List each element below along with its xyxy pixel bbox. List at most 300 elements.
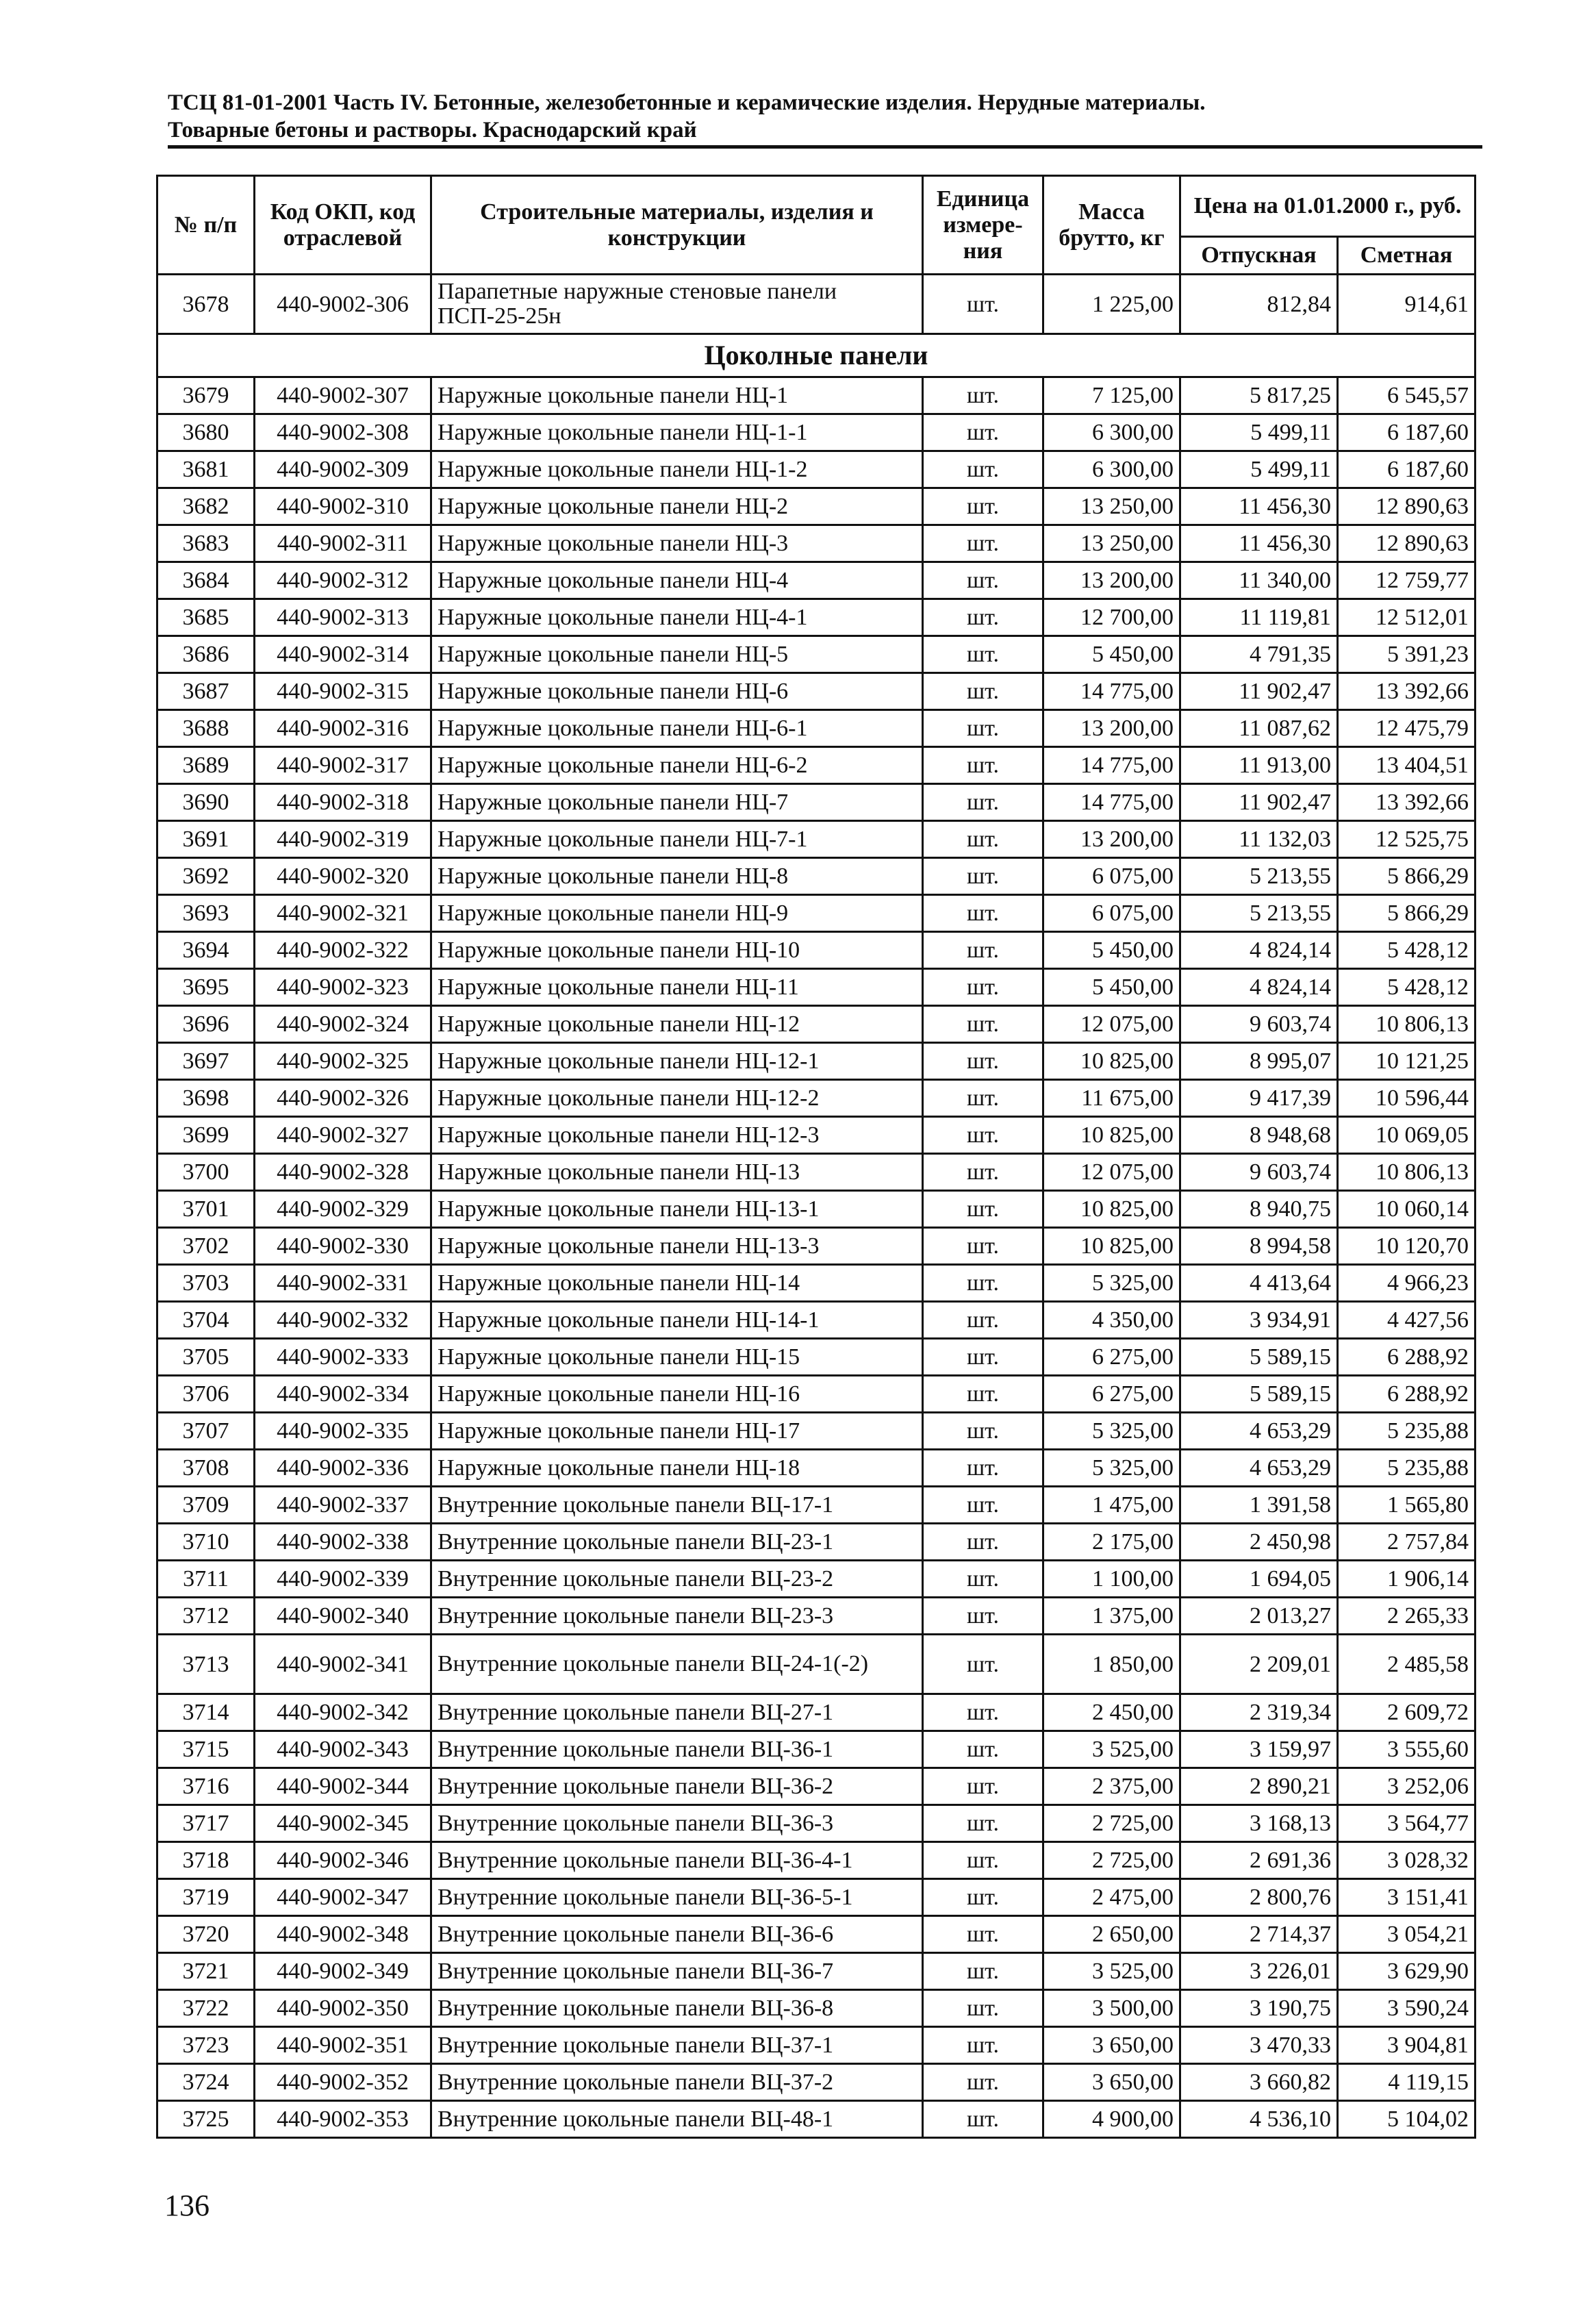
cell-material: Наружные цокольные панели НЦ-12-2 xyxy=(431,1080,923,1117)
cell-estimate-price: 1 565,80 xyxy=(1338,1487,1475,1524)
cell-code: 440-9002-352 xyxy=(255,2064,431,2101)
cell-number: 3705 xyxy=(157,1339,255,1376)
cell-number: 3695 xyxy=(157,969,255,1006)
cell-code: 440-9002-342 xyxy=(255,1694,431,1731)
cell-number: 3683 xyxy=(157,525,255,562)
cell-unit: шт. xyxy=(923,895,1043,932)
table-row xyxy=(157,1561,1475,1598)
cell-mass: 2 450,00 xyxy=(1043,1694,1180,1731)
table-row xyxy=(157,1842,1475,1879)
cell-code: 440-9002-339 xyxy=(255,1561,431,1598)
table-row xyxy=(157,1302,1475,1339)
cell-number: 3685 xyxy=(157,599,255,636)
cell-release-price: 3 934,91 xyxy=(1180,1302,1338,1339)
cell-release-price: 11 913,00 xyxy=(1180,747,1338,784)
cell-release-price: 3 159,97 xyxy=(1180,1731,1338,1768)
table-row xyxy=(157,1450,1475,1487)
cell-unit: шт. xyxy=(923,2027,1043,2064)
cell-estimate-price: 5 391,23 xyxy=(1338,636,1475,673)
cell-material: Наружные цокольные панели НЦ-2 xyxy=(431,488,923,525)
cell-mass: 3 500,00 xyxy=(1043,1990,1180,2027)
cell-mass: 12 075,00 xyxy=(1043,1154,1180,1191)
cell-mass: 6 075,00 xyxy=(1043,858,1180,895)
cell-estimate-price: 13 392,66 xyxy=(1338,673,1475,710)
column-header-number: № п/п xyxy=(157,176,255,275)
cell-code: 440-9002-335 xyxy=(255,1413,431,1450)
cell-mass: 5 325,00 xyxy=(1043,1413,1180,1450)
cell-unit: шт. xyxy=(923,1339,1043,1376)
cell-material: Внутренние цокольные панели ВЦ-36-4-1 xyxy=(431,1842,923,1879)
cell-material: Внутренние цокольные панели ВЦ-24-1(-2) xyxy=(431,1635,923,1694)
cell-code: 440-9002-332 xyxy=(255,1302,431,1339)
cell-unit: шт. xyxy=(923,821,1043,858)
cell-unit: шт. xyxy=(923,710,1043,747)
cell-material: Внутренние цокольные панели ВЦ-36-8 xyxy=(431,1990,923,2027)
cell-unit: шт. xyxy=(923,1879,1043,1916)
cell-release-price: 4 536,10 xyxy=(1180,2101,1338,2138)
cell-mass: 7 125,00 xyxy=(1043,377,1180,414)
cell-number: 3724 xyxy=(157,2064,255,2101)
table-row xyxy=(157,1191,1475,1228)
table-row xyxy=(157,1635,1475,1694)
cell-code: 440-9002-345 xyxy=(255,1805,431,1842)
table-row xyxy=(157,1080,1475,1117)
cell-unit: шт. xyxy=(923,858,1043,895)
table-row xyxy=(157,1953,1475,1990)
cell-code: 440-9002-317 xyxy=(255,747,431,784)
cell-mass: 12 075,00 xyxy=(1043,1006,1180,1043)
cell-estimate-price: 3 564,77 xyxy=(1338,1805,1475,1842)
cell-release-price: 4 653,29 xyxy=(1180,1413,1338,1450)
cell-mass: 10 825,00 xyxy=(1043,1043,1180,1080)
cell-material: Наружные цокольные панели НЦ-5 xyxy=(431,636,923,673)
cell-estimate-price: 6 545,57 xyxy=(1338,377,1475,414)
table-row xyxy=(157,525,1475,562)
table-row xyxy=(157,1731,1475,1768)
cell-material: Наружные цокольные панели НЦ-7 xyxy=(431,784,923,821)
cell-unit: шт. xyxy=(923,2064,1043,2101)
column-header-price-group: Цена на 01.01.2000 г., руб. xyxy=(1180,176,1475,237)
cell-code: 440-9002-315 xyxy=(255,673,431,710)
cell-mass: 13 200,00 xyxy=(1043,562,1180,599)
cell-mass: 6 275,00 xyxy=(1043,1376,1180,1413)
cell-number: 3702 xyxy=(157,1228,255,1265)
cell-release-price: 11 340,00 xyxy=(1180,562,1338,599)
cell-code: 440-9002-318 xyxy=(255,784,431,821)
cell-mass: 3 525,00 xyxy=(1043,1953,1180,1990)
table-row xyxy=(157,747,1475,784)
cell-unit: шт. xyxy=(923,747,1043,784)
table-row xyxy=(157,784,1475,821)
table-row xyxy=(157,1413,1475,1450)
cell-code: 440-9002-324 xyxy=(255,1006,431,1043)
cell-release-price: 4 824,14 xyxy=(1180,969,1338,1006)
cell-material: Внутренние цокольные панели ВЦ-36-7 xyxy=(431,1953,923,1990)
cell-unit: шт. xyxy=(923,1916,1043,1953)
cell-material: Наружные цокольные панели НЦ-11 xyxy=(431,969,923,1006)
cell-material: Внутренние цокольные панели ВЦ-37-2 xyxy=(431,2064,923,2101)
column-header-material: Строительные материалы, изделия и конструкции xyxy=(431,176,923,275)
cell-material: Наружные цокольные панели НЦ-18 xyxy=(431,1450,923,1487)
cell-material: Парапетные наружные стеновые панели ПСП-25-25н xyxy=(431,275,923,334)
cell-estimate-price: 6 187,60 xyxy=(1338,451,1475,488)
cell-unit: шт. xyxy=(923,1117,1043,1154)
cell-unit: шт. xyxy=(923,1450,1043,1487)
cell-unit: шт. xyxy=(923,673,1043,710)
cell-unit: шт. xyxy=(923,1635,1043,1694)
cell-mass: 2 650,00 xyxy=(1043,1916,1180,1953)
cell-number: 3679 xyxy=(157,377,255,414)
cell-estimate-price: 3 252,06 xyxy=(1338,1768,1475,1805)
cell-release-price: 3 226,01 xyxy=(1180,1953,1338,1990)
cell-code: 440-9002-313 xyxy=(255,599,431,636)
cell-release-price: 11 456,30 xyxy=(1180,488,1338,525)
cell-material: Наружные цокольные панели НЦ-6 xyxy=(431,673,923,710)
page-number: 136 xyxy=(164,2189,210,2222)
cell-code: 440-9002-337 xyxy=(255,1487,431,1524)
cell-number: 3713 xyxy=(157,1635,255,1694)
cell-number: 3725 xyxy=(157,2101,255,2138)
cell-number: 3703 xyxy=(157,1265,255,1302)
cell-unit: шт. xyxy=(923,1376,1043,1413)
table-row xyxy=(157,858,1475,895)
cell-estimate-price: 5 428,12 xyxy=(1338,969,1475,1006)
cell-mass: 5 450,00 xyxy=(1043,969,1180,1006)
cell-release-price: 9 603,74 xyxy=(1180,1154,1338,1191)
cell-unit: шт. xyxy=(923,1413,1043,1450)
table-row xyxy=(157,275,1475,334)
cell-code: 440-9002-350 xyxy=(255,1990,431,2027)
cell-unit: шт. xyxy=(923,377,1043,414)
table-row xyxy=(157,1339,1475,1376)
table-row xyxy=(157,2101,1475,2138)
cell-number: 3721 xyxy=(157,1953,255,1990)
cell-release-price: 4 824,14 xyxy=(1180,932,1338,969)
cell-unit: шт. xyxy=(923,1842,1043,1879)
cell-mass: 12 700,00 xyxy=(1043,599,1180,636)
cell-code: 440-9002-338 xyxy=(255,1524,431,1561)
cell-code: 440-9002-330 xyxy=(255,1228,431,1265)
table-row xyxy=(157,1694,1475,1731)
cell-code: 440-9002-334 xyxy=(255,1376,431,1413)
cell-estimate-price: 13 392,66 xyxy=(1338,784,1475,821)
price-table xyxy=(156,175,1476,2139)
cell-mass: 2 725,00 xyxy=(1043,1842,1180,1879)
cell-unit: шт. xyxy=(923,1953,1043,1990)
cell-number: 3714 xyxy=(157,1694,255,1731)
cell-release-price: 11 902,47 xyxy=(1180,673,1338,710)
cell-mass: 4 350,00 xyxy=(1043,1302,1180,1339)
cell-code: 440-9002-328 xyxy=(255,1154,431,1191)
cell-material: Внутренние цокольные панели ВЦ-36-2 xyxy=(431,1768,923,1805)
cell-release-price: 1 391,58 xyxy=(1180,1487,1338,1524)
cell-estimate-price: 10 060,14 xyxy=(1338,1191,1475,1228)
header-divider xyxy=(168,145,1482,149)
cell-unit: шт. xyxy=(923,488,1043,525)
cell-number: 3693 xyxy=(157,895,255,932)
cell-material: Наружные цокольные панели НЦ-1-2 xyxy=(431,451,923,488)
cell-release-price: 11 087,62 xyxy=(1180,710,1338,747)
cell-unit: шт. xyxy=(923,1487,1043,1524)
table-row xyxy=(157,488,1475,525)
cell-unit: шт. xyxy=(923,1694,1043,1731)
cell-code: 440-9002-329 xyxy=(255,1191,431,1228)
section-row xyxy=(157,334,1475,377)
cell-mass: 6 075,00 xyxy=(1043,895,1180,932)
cell-code: 440-9002-343 xyxy=(255,1731,431,1768)
cell-unit: шт. xyxy=(923,275,1043,334)
cell-release-price: 2 890,21 xyxy=(1180,1768,1338,1805)
cell-material: Наружные цокольные панели НЦ-6-2 xyxy=(431,747,923,784)
cell-release-price: 2 714,37 xyxy=(1180,1916,1338,1953)
cell-unit: шт. xyxy=(923,1080,1043,1117)
cell-release-price: 2 013,27 xyxy=(1180,1598,1338,1635)
cell-number: 3687 xyxy=(157,673,255,710)
cell-number: 3710 xyxy=(157,1524,255,1561)
cell-code: 440-9002-325 xyxy=(255,1043,431,1080)
cell-release-price: 11 902,47 xyxy=(1180,784,1338,821)
cell-number: 3712 xyxy=(157,1598,255,1635)
cell-code: 440-9002-309 xyxy=(255,451,431,488)
cell-unit: шт. xyxy=(923,1043,1043,1080)
cell-number: 3699 xyxy=(157,1117,255,1154)
cell-code: 440-9002-346 xyxy=(255,1842,431,1879)
table-row xyxy=(157,1487,1475,1524)
cell-number: 3715 xyxy=(157,1731,255,1768)
cell-unit: шт. xyxy=(923,1731,1043,1768)
cell-material: Наружные цокольные панели НЦ-13-1 xyxy=(431,1191,923,1228)
cell-unit: шт. xyxy=(923,1154,1043,1191)
cell-code: 440-9002-311 xyxy=(255,525,431,562)
cell-unit: шт. xyxy=(923,969,1043,1006)
cell-estimate-price: 12 890,63 xyxy=(1338,525,1475,562)
table-row xyxy=(157,1043,1475,1080)
cell-mass: 2 175,00 xyxy=(1043,1524,1180,1561)
cell-estimate-price: 3 904,81 xyxy=(1338,2027,1475,2064)
cell-mass: 3 650,00 xyxy=(1043,2064,1180,2101)
table-row xyxy=(157,1879,1475,1916)
cell-estimate-price: 5 235,88 xyxy=(1338,1413,1475,1450)
cell-number: 3689 xyxy=(157,747,255,784)
cell-number: 3717 xyxy=(157,1805,255,1842)
cell-code: 440-9002-327 xyxy=(255,1117,431,1154)
cell-release-price: 9 417,39 xyxy=(1180,1080,1338,1117)
cell-estimate-price: 1 906,14 xyxy=(1338,1561,1475,1598)
cell-number: 3706 xyxy=(157,1376,255,1413)
column-header-unit: Единица измере-ния xyxy=(923,176,1043,275)
cell-release-price: 3 168,13 xyxy=(1180,1805,1338,1842)
table-row xyxy=(157,562,1475,599)
cell-estimate-price: 2 265,33 xyxy=(1338,1598,1475,1635)
cell-release-price: 1 694,05 xyxy=(1180,1561,1338,1598)
cell-unit: шт. xyxy=(923,1006,1043,1043)
cell-number: 3708 xyxy=(157,1450,255,1487)
cell-material: Внутренние цокольные панели ВЦ-36-1 xyxy=(431,1731,923,1768)
cell-unit: шт. xyxy=(923,451,1043,488)
cell-release-price: 3 660,82 xyxy=(1180,2064,1338,2101)
section-title: Цоколные панели xyxy=(157,334,1475,377)
cell-release-price: 2 450,98 xyxy=(1180,1524,1338,1561)
cell-estimate-price: 4 427,56 xyxy=(1338,1302,1475,1339)
cell-mass: 13 200,00 xyxy=(1043,821,1180,858)
cell-material: Наружные цокольные панели НЦ-3 xyxy=(431,525,923,562)
table-row xyxy=(157,1524,1475,1561)
cell-estimate-price: 10 806,13 xyxy=(1338,1154,1475,1191)
cell-material: Наружные цокольные панели НЦ-13 xyxy=(431,1154,923,1191)
cell-mass: 4 900,00 xyxy=(1043,2101,1180,2138)
cell-unit: шт. xyxy=(923,2101,1043,2138)
cell-estimate-price: 5 866,29 xyxy=(1338,895,1475,932)
cell-mass: 1 850,00 xyxy=(1043,1635,1180,1694)
cell-material: Наружные цокольные панели НЦ-13-3 xyxy=(431,1228,923,1265)
cell-release-price: 3 470,33 xyxy=(1180,2027,1338,2064)
table-row xyxy=(157,969,1475,1006)
cell-number: 3678 xyxy=(157,275,255,334)
cell-code: 440-9002-322 xyxy=(255,932,431,969)
cell-release-price: 8 995,07 xyxy=(1180,1043,1338,1080)
table-row xyxy=(157,1006,1475,1043)
cell-estimate-price: 12 890,63 xyxy=(1338,488,1475,525)
table-row xyxy=(157,1265,1475,1302)
cell-material: Внутренние цокольные панели ВЦ-23-1 xyxy=(431,1524,923,1561)
cell-code: 440-9002-347 xyxy=(255,1879,431,1916)
table-row xyxy=(157,1916,1475,1953)
cell-mass: 10 825,00 xyxy=(1043,1191,1180,1228)
table-row xyxy=(157,1598,1475,1635)
cell-code: 440-9002-341 xyxy=(255,1635,431,1694)
cell-mass: 10 825,00 xyxy=(1043,1117,1180,1154)
cell-release-price: 2 319,34 xyxy=(1180,1694,1338,1731)
page-header xyxy=(168,89,1482,144)
cell-unit: шт. xyxy=(923,1990,1043,2027)
cell-material: Наружные цокольные панели НЦ-1-1 xyxy=(431,414,923,451)
cell-unit: шт. xyxy=(923,1561,1043,1598)
cell-unit: шт. xyxy=(923,1228,1043,1265)
cell-code: 440-9002-321 xyxy=(255,895,431,932)
cell-mass: 5 450,00 xyxy=(1043,932,1180,969)
cell-release-price: 5 589,15 xyxy=(1180,1339,1338,1376)
cell-code: 440-9002-351 xyxy=(255,2027,431,2064)
cell-number: 3704 xyxy=(157,1302,255,1339)
cell-mass: 10 825,00 xyxy=(1043,1228,1180,1265)
cell-code: 440-9002-314 xyxy=(255,636,431,673)
cell-mass: 2 375,00 xyxy=(1043,1768,1180,1805)
cell-mass: 6 300,00 xyxy=(1043,451,1180,488)
cell-code: 440-9002-307 xyxy=(255,377,431,414)
cell-number: 3680 xyxy=(157,414,255,451)
cell-estimate-price: 4 966,23 xyxy=(1338,1265,1475,1302)
table-row xyxy=(157,2064,1475,2101)
table-row xyxy=(157,1117,1475,1154)
cell-number: 3697 xyxy=(157,1043,255,1080)
table-row xyxy=(157,1376,1475,1413)
cell-estimate-price: 10 596,44 xyxy=(1338,1080,1475,1117)
cell-estimate-price: 3 151,41 xyxy=(1338,1879,1475,1916)
cell-code: 440-9002-323 xyxy=(255,969,431,1006)
cell-estimate-price: 5 866,29 xyxy=(1338,858,1475,895)
cell-estimate-price: 3 555,60 xyxy=(1338,1731,1475,1768)
cell-material: Внутренние цокольные панели ВЦ-48-1 xyxy=(431,2101,923,2138)
cell-mass: 2 725,00 xyxy=(1043,1805,1180,1842)
cell-number: 3701 xyxy=(157,1191,255,1228)
cell-material: Наружные цокольные панели НЦ-4-1 xyxy=(431,599,923,636)
table-header xyxy=(157,176,1475,275)
cell-mass: 14 775,00 xyxy=(1043,673,1180,710)
cell-code: 440-9002-348 xyxy=(255,1916,431,1953)
cell-mass: 1 100,00 xyxy=(1043,1561,1180,1598)
cell-unit: шт. xyxy=(923,414,1043,451)
cell-estimate-price: 12 759,77 xyxy=(1338,562,1475,599)
cell-number: 3686 xyxy=(157,636,255,673)
cell-material: Внутренние цокольные панели ВЦ-27-1 xyxy=(431,1694,923,1731)
cell-code: 440-9002-333 xyxy=(255,1339,431,1376)
cell-material: Наружные цокольные панели НЦ-8 xyxy=(431,858,923,895)
cell-number: 3719 xyxy=(157,1879,255,1916)
cell-unit: шт. xyxy=(923,1265,1043,1302)
cell-number: 3684 xyxy=(157,562,255,599)
cell-code: 440-9002-344 xyxy=(255,1768,431,1805)
cell-number: 3722 xyxy=(157,1990,255,2027)
header-title-line-2: Товарные бетоны и растворы. Краснодарский край xyxy=(168,118,697,142)
cell-code: 440-9002-349 xyxy=(255,1953,431,1990)
table-row xyxy=(157,1228,1475,1265)
cell-mass: 14 775,00 xyxy=(1043,747,1180,784)
cell-release-price: 8 940,75 xyxy=(1180,1191,1338,1228)
cell-estimate-price: 5 428,12 xyxy=(1338,932,1475,969)
cell-mass: 13 200,00 xyxy=(1043,710,1180,747)
cell-estimate-price: 6 187,60 xyxy=(1338,414,1475,451)
cell-material: Наружные цокольные панели НЦ-12 xyxy=(431,1006,923,1043)
cell-estimate-price: 5 104,02 xyxy=(1338,2101,1475,2138)
cell-mass: 1 375,00 xyxy=(1043,1598,1180,1635)
cell-release-price: 2 800,76 xyxy=(1180,1879,1338,1916)
table-body xyxy=(157,275,1475,2138)
column-header-estimate-price: Сметная xyxy=(1338,237,1475,275)
cell-estimate-price: 2 757,84 xyxy=(1338,1524,1475,1561)
cell-number: 3700 xyxy=(157,1154,255,1191)
cell-code: 440-9002-310 xyxy=(255,488,431,525)
cell-release-price: 4 791,35 xyxy=(1180,636,1338,673)
table-row xyxy=(157,932,1475,969)
cell-unit: шт. xyxy=(923,1524,1043,1561)
cell-release-price: 3 190,75 xyxy=(1180,1990,1338,2027)
cell-release-price: 4 653,29 xyxy=(1180,1450,1338,1487)
cell-code: 440-9002-336 xyxy=(255,1450,431,1487)
cell-release-price: 5 499,11 xyxy=(1180,451,1338,488)
cell-code: 440-9002-340 xyxy=(255,1598,431,1635)
cell-release-price: 2 209,01 xyxy=(1180,1635,1338,1694)
cell-estimate-price: 3 629,90 xyxy=(1338,1953,1475,1990)
cell-code: 440-9002-331 xyxy=(255,1265,431,1302)
cell-estimate-price: 10 120,70 xyxy=(1338,1228,1475,1265)
cell-unit: шт. xyxy=(923,1598,1043,1635)
cell-code: 440-9002-326 xyxy=(255,1080,431,1117)
table-row xyxy=(157,2027,1475,2064)
cell-mass: 5 325,00 xyxy=(1043,1265,1180,1302)
cell-material: Внутренние цокольные панели ВЦ-36-5-1 xyxy=(431,1879,923,1916)
cell-estimate-price: 12 475,79 xyxy=(1338,710,1475,747)
cell-release-price: 5 213,55 xyxy=(1180,858,1338,895)
cell-number: 3716 xyxy=(157,1768,255,1805)
cell-code: 440-9002-312 xyxy=(255,562,431,599)
cell-release-price: 11 132,03 xyxy=(1180,821,1338,858)
column-header-mass: Масса брутто, кг xyxy=(1043,176,1180,275)
cell-number: 3696 xyxy=(157,1006,255,1043)
cell-estimate-price: 12 512,01 xyxy=(1338,599,1475,636)
cell-material: Внутренние цокольные панели ВЦ-36-6 xyxy=(431,1916,923,1953)
cell-mass: 6 275,00 xyxy=(1043,1339,1180,1376)
cell-estimate-price: 6 288,92 xyxy=(1338,1376,1475,1413)
